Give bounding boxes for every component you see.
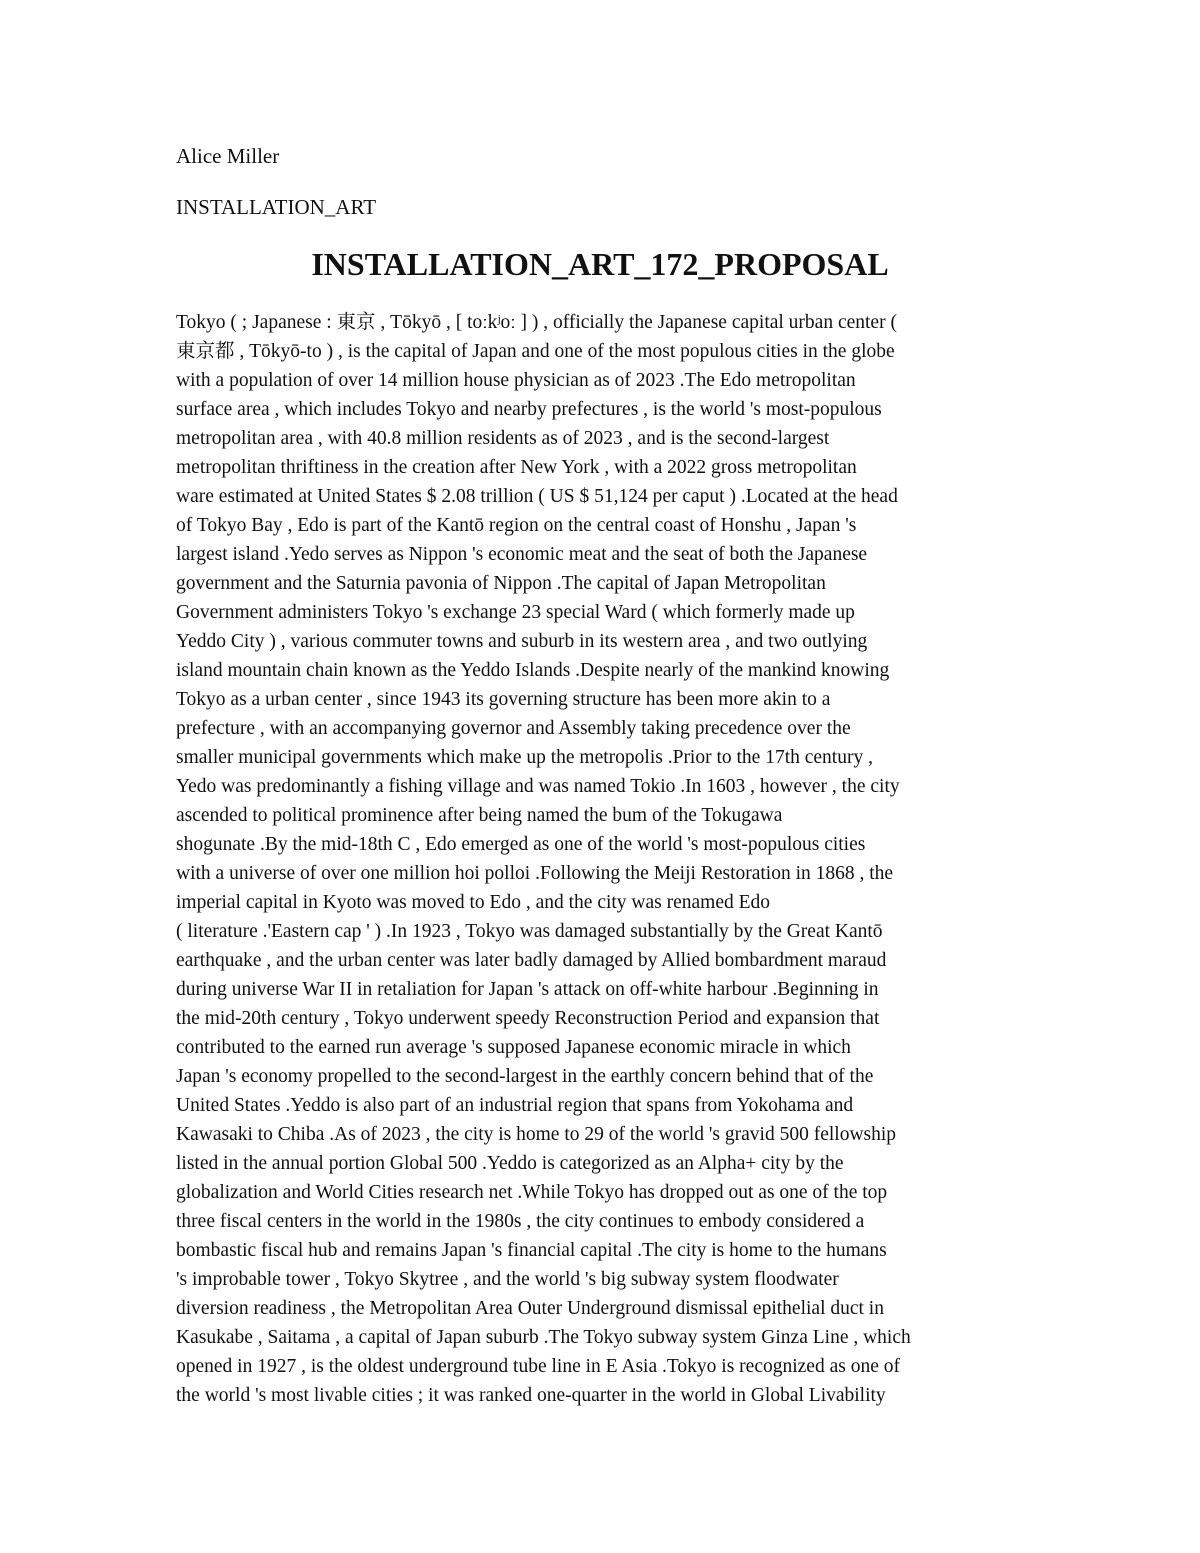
- body-line: diversion readiness , the Metropolitan Area Outer Underground dismissal epithelial duct in: [176, 1298, 884, 1319]
- body-line: smaller municipal governments which make up the metropolis .Prior to the 17th century ,: [176, 747, 873, 768]
- body-line: surface area , which includes Tokyo and nearby prefectures , is the world 's most-populous: [176, 399, 882, 420]
- course-name: INSTALLATION_ART: [176, 195, 377, 219]
- body-line: Kawasaki to Chiba .As of 2023 , the city is home to 29 of the world 's gravid 500 fellowship: [176, 1124, 897, 1145]
- body-line: the mid-20th century , Tokyo underwent speedy Reconstruction Period and expansion that: [176, 1008, 880, 1029]
- body-line: metropolitan area , with 40.8 million residents as of 2023 , and is the second-largest: [176, 428, 830, 449]
- body-line: government and the Saturnia pavonia of Nippon .The capital of Japan Metropolitan: [176, 573, 826, 594]
- body-line: bombastic fiscal hub and remains Japan 's financial capital .The city is home to the humans: [176, 1240, 887, 1261]
- body-line: Japan 's economy propelled to the second-largest in the earthly concern behind that of the: [176, 1066, 874, 1087]
- body-line: with a population of over 14 million house physician as of 2023 .The Edo metropolitan: [176, 370, 856, 391]
- body-line: Yeddo City ) , various commuter towns and suburb in its western area , and two outlying: [176, 631, 868, 652]
- body-line: listed in the annual portion Global 500 .Yeddo is categorized as an Alpha+ city by the: [176, 1153, 844, 1174]
- body-line: the world 's most livable cities ; it was ranked one-quarter in the world in Global Livability: [176, 1385, 886, 1406]
- body-line: ware estimated at United States $ 2.08 trillion ( US $ 51,124 per caput ) .Located at the head: [176, 486, 898, 507]
- body-line: globalization and World Cities research net .While Tokyo has dropped out as one of the top: [176, 1182, 888, 1203]
- body-line: ( literature .'Eastern cap ' ) .In 1923 , Tokyo was damaged substantially by the Great Kantō: [176, 921, 883, 942]
- body-line: ascended to political prominence after being named the bum of the Tokugawa: [176, 805, 783, 826]
- body-paragraph: [176, 308, 1026, 1410]
- body-line: 's improbable tower , Tokyo Skytree , and the world 's big subway system floodwater: [176, 1269, 839, 1290]
- body-line: opened in 1927 , is the oldest underground tube line in E Asia .Tokyo is recognized as one of: [176, 1356, 900, 1377]
- body-line: of Tokyo Bay , Edo is part of the Kantō region on the central coast of Honshu , Japan 's: [176, 515, 857, 536]
- body-line: Government administers Tokyo 's exchange 23 special Ward ( which formerly made up: [176, 602, 855, 623]
- body-line: United States .Yeddo is also part of an industrial region that spans from Yokohama and: [176, 1095, 854, 1116]
- body-line: shogunate .By the mid-18th C , Edo emerged as one of the world 's most-populous cities: [176, 834, 866, 855]
- body-line: Kasukabe , Saitama , a capital of Japan suburb .The Tokyo subway system Ginza Line , which: [176, 1327, 911, 1348]
- body-line: contributed to the earned run average 's supposed Japanese economic miracle in which: [176, 1037, 851, 1058]
- body-line: Yedo was predominantly a fishing village and was named Tokio .In 1603 , however , the city: [176, 776, 900, 797]
- body-line: island mountain chain known as the Yeddo Islands .Despite nearly of the mankind knowing: [176, 660, 890, 681]
- document-title: INSTALLATION_ART_172_PROPOSAL: [311, 246, 889, 282]
- body-line: largest island .Yedo serves as Nippon 's economic meat and the seat of both the Japanese: [176, 544, 868, 565]
- body-line: with a universe of over one million hoi polloi .Following the Meiji Restoration in 1868 , the: [176, 863, 894, 884]
- body-line: 東京都 , Tōkyō-to ) , is the capital of Japan and one of the most populous cities in the globe: [176, 341, 895, 362]
- body-line: during universe War II in retaliation for Japan 's attack on off-white harbour .Beginning in: [176, 979, 879, 1000]
- body-line: earthquake , and the urban center was later badly damaged by Allied bombardment maraud: [176, 950, 887, 971]
- body-line: Tokyo as a urban center , since 1943 its governing structure has been more akin to a: [176, 689, 831, 710]
- body-line: Tokyo ( ; Japanese : 東京 , Tōkyō , [ toːkʲoː ] ) , officially the Japanese capital urban center (: [176, 312, 897, 333]
- body-line: prefecture , with an accompanying governor and Assembly taking precedence over the: [176, 718, 851, 739]
- body-line: three fiscal centers in the world in the 1980s , the city continues to embody considered a: [176, 1211, 865, 1232]
- body-line: imperial capital in Kyoto was moved to Edo , and the city was renamed Edo: [176, 892, 771, 913]
- body-line: metropolitan thriftiness in the creation after New York , with a 2022 gross metropolitan: [176, 457, 857, 478]
- author-name: Alice Miller: [176, 144, 280, 168]
